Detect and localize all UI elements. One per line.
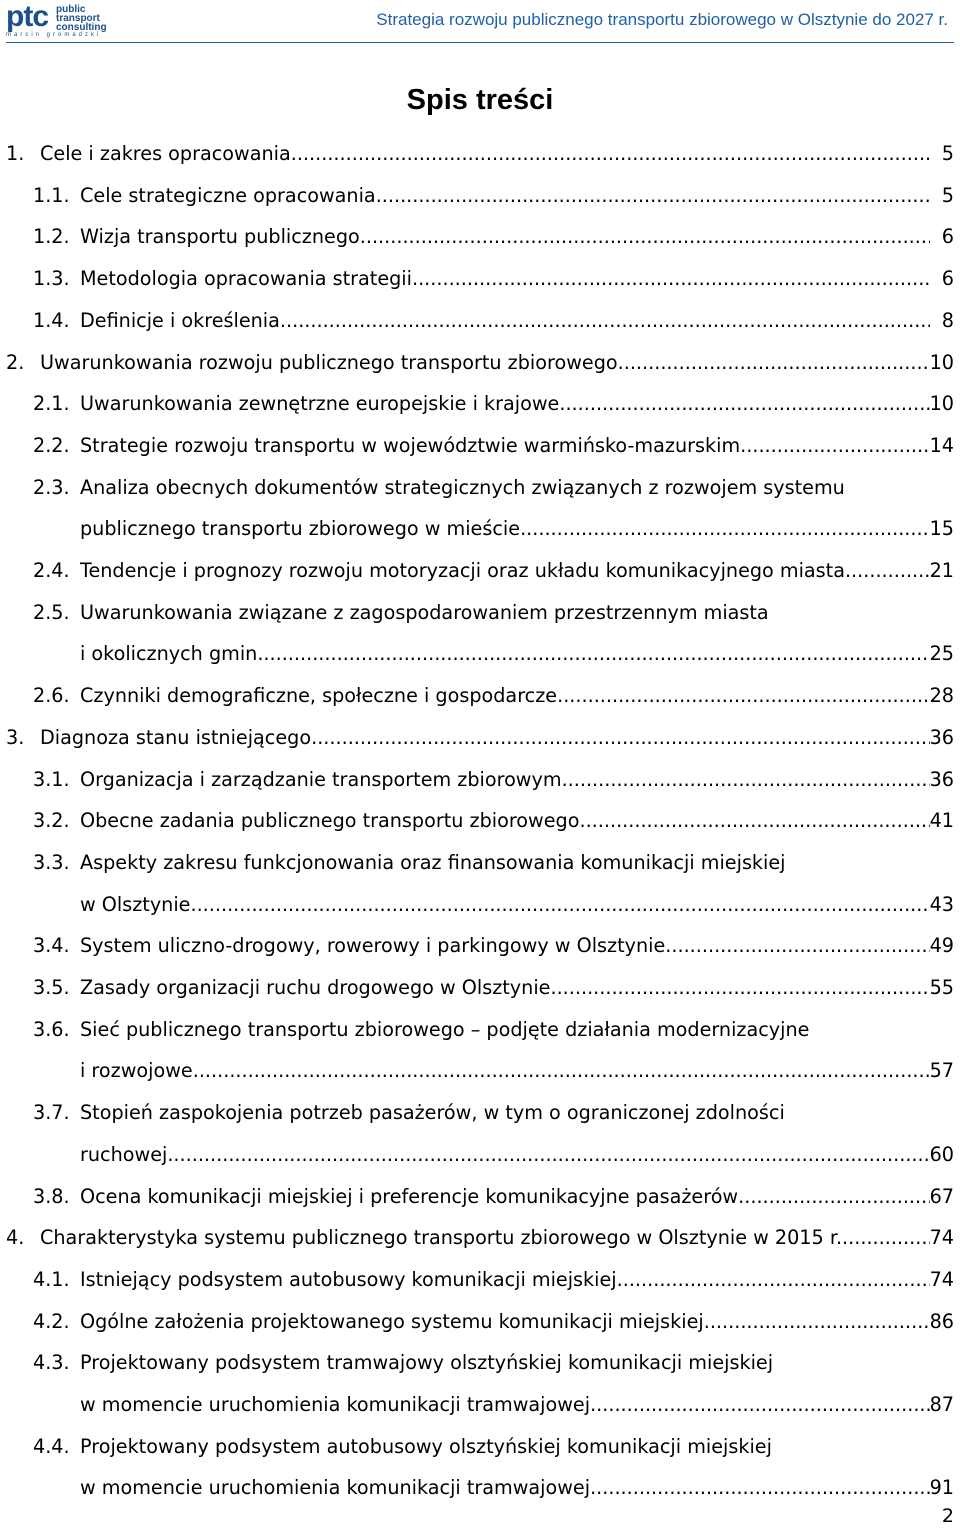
toc-leader — [80, 884, 930, 926]
toc-page-number: 10 — [929, 392, 954, 416]
toc-entry-number: 2.1. — [33, 392, 70, 416]
toc-page-number: 36 — [929, 725, 954, 749]
logo-line: consulting — [56, 22, 107, 33]
leader-dots — [167, 1134, 930, 1176]
toc-entry[interactable] — [0, 675, 960, 717]
leader-dots — [190, 884, 930, 926]
toc-entry-number: 4.2. — [33, 1309, 70, 1333]
toc-entry[interactable] — [0, 1009, 960, 1051]
toc-entry-number: 3.8. — [33, 1184, 70, 1208]
toc-page-number: 57 — [929, 1059, 954, 1083]
toc-entry-number: 1.1. — [33, 183, 70, 207]
toc-heading: Spis treści — [406, 84, 554, 116]
toc-leader — [80, 759, 930, 801]
page-number: 2 — [941, 1505, 954, 1527]
toc-entry-title: Analiza obecnych dokumentów strategicznych związanych z rozwojem systemu — [80, 475, 845, 499]
toc-page-number: 6 — [941, 267, 954, 291]
toc-leader — [80, 508, 930, 550]
toc-entry[interactable] — [0, 133, 960, 175]
toc-entry-title: i rozwojowe — [80, 1050, 193, 1092]
toc-entry-number: 1.2. — [33, 225, 70, 249]
toc-entry[interactable] — [0, 550, 960, 592]
toc-entry-continuation[interactable] — [0, 884, 960, 926]
toc-entry-title: Projektowany podsystem autobusowy olsztyńskiej komunikacji miejskiej — [80, 1434, 772, 1458]
toc-page-number: 25 — [929, 642, 954, 666]
leader-dots — [280, 300, 930, 342]
toc-page-number: 74 — [929, 1267, 954, 1291]
toc-leader — [80, 1259, 930, 1301]
toc-entry-number: 3.2. — [33, 809, 70, 833]
toc-entry-number: 3.1. — [33, 767, 70, 791]
toc-page-number: 91 — [929, 1476, 954, 1500]
toc-page-number: 41 — [929, 809, 954, 833]
toc-entry-number: 2.6. — [33, 684, 70, 708]
leader-dots — [559, 383, 930, 425]
toc-leader — [80, 258, 930, 300]
leader-dots — [557, 675, 930, 717]
toc-entry-number: 3. — [6, 725, 25, 749]
toc-entry-title: System uliczno-drogowy, rowerowy i parkingowy w Olsztynie — [80, 925, 665, 967]
document-title: Strategia rozwoju publicznego transportu zbiorowego w Olsztynie do 2027 r. — [376, 10, 948, 29]
leader-dots — [590, 1467, 930, 1509]
toc-entry-number: 2.2. — [33, 433, 70, 457]
toc-entry-number: 4.1. — [33, 1267, 70, 1291]
leader-dots — [550, 967, 930, 1009]
toc-leader — [80, 633, 930, 675]
toc-entry-title: Organizacja i zarządzanie transportem zbiorowym — [80, 759, 562, 801]
toc-entry-title: Cele i zakres opracowania — [40, 133, 291, 175]
toc-entry[interactable] — [0, 1426, 960, 1468]
toc-entry[interactable] — [0, 759, 960, 801]
toc-leader — [80, 1050, 930, 1092]
toc-entry-title: Czynniki demograficzne, społeczne i gospodarcze — [80, 675, 557, 717]
toc-entry-title: Uwarunkowania rozwoju publicznego transportu zbiorowego — [40, 342, 618, 384]
toc-entry-number: 3.4. — [33, 934, 70, 958]
ptc-logo — [6, 2, 116, 40]
toc-entry-number: 2.3. — [33, 475, 70, 499]
toc-page-number: 10 — [929, 350, 954, 374]
toc-entry-title: Metodologia opracowania strategii — [80, 258, 412, 300]
leader-dots — [665, 925, 930, 967]
toc-entry-title: Istniejący podsystem autobusowy komunikacji miejskiej — [80, 1259, 617, 1301]
toc-entry[interactable] — [0, 1217, 960, 1259]
logo-tagline: marcin gromadzki — [6, 32, 102, 38]
toc-entry[interactable] — [0, 967, 960, 1009]
toc-entry[interactable] — [0, 342, 960, 384]
leader-dots — [590, 1384, 930, 1426]
leader-dots — [579, 800, 930, 842]
leader-dots — [257, 633, 930, 675]
toc-entry[interactable] — [0, 800, 960, 842]
toc-entry-title: Uwarunkowania związane z zagospodarowaniem przestrzennym miasta — [80, 600, 769, 624]
toc-leader — [80, 1134, 930, 1176]
toc-leader — [40, 133, 930, 175]
toc-page-number: 15 — [929, 517, 954, 541]
toc-entry-number: 3.6. — [33, 1017, 70, 1041]
toc-entry-title: Uwarunkowania zewnętrzne europejskie i krajowe — [80, 383, 559, 425]
toc-entry[interactable] — [0, 717, 960, 759]
toc-leader — [80, 216, 930, 258]
toc-entry[interactable] — [0, 175, 960, 217]
toc-entry-title: Tendencje i prognozy rozwoju motoryzacji oraz układu komunikacyjnego miasta — [80, 550, 845, 592]
toc-entry-title: Sieć publicznego transportu zbiorowego – podjęte działania modernizacyjne — [80, 1017, 810, 1041]
toc-page-number: 55 — [929, 976, 954, 999]
toc-entry-title: Ocena komunikacji miejskiej i preferencje komunikacyjne pasażerów — [80, 1176, 738, 1218]
toc-entry-title: Wizja transportu publicznego — [80, 216, 360, 258]
toc-entry[interactable] — [0, 258, 960, 300]
toc-page-number: 5 — [941, 142, 954, 165]
leader-dots — [617, 1259, 930, 1301]
leader-dots — [193, 1050, 930, 1092]
leader-dots — [740, 425, 930, 467]
toc-leader — [40, 717, 930, 759]
toc-entry-continuation[interactable] — [0, 1384, 960, 1426]
toc-entry-continuation[interactable] — [0, 1134, 960, 1176]
logo-line: transport — [56, 13, 100, 24]
toc-entry-number: 4. — [6, 1226, 25, 1250]
toc-page-number: 49 — [929, 934, 954, 958]
toc-page-number: 8 — [941, 308, 954, 332]
toc-entry-title: Stopień zaspokojenia potrzeb pasażerów, w tym o ograniczonej zdolności — [80, 1101, 785, 1125]
toc-leader — [80, 1467, 930, 1509]
toc-leader — [40, 342, 930, 384]
toc-entry-title: publicznego transportu zbiorowego w mieście — [80, 508, 520, 550]
toc-entry[interactable] — [0, 300, 960, 342]
toc-entry[interactable] — [0, 842, 960, 884]
toc-entry-title: Aspekty zakresu funkcjonowania oraz finansowania komunikacji miejskiej — [80, 850, 786, 874]
leader-dots — [376, 175, 930, 217]
toc-page-number: 36 — [929, 767, 954, 791]
toc-entry-title: Definicje i określenia — [80, 300, 280, 342]
leader-dots — [704, 1301, 930, 1343]
toc-entry[interactable] — [0, 1259, 960, 1301]
toc-entry-title: w Olsztynie — [80, 884, 190, 926]
toc-entry-title: Diagnoza stanu istniejącego — [40, 717, 311, 759]
logo-ptc-text: ptc — [6, 0, 48, 33]
leader-dots — [291, 133, 930, 175]
toc-entry-title: Projektowany podsystem tramwajowy olsztyńskiej komunikacji miejskiej — [80, 1351, 774, 1375]
toc-entry-number: 1.4. — [33, 308, 70, 332]
leader-dots — [618, 342, 930, 384]
toc-entry[interactable] — [0, 1301, 960, 1343]
toc-page-number: 74 — [929, 1226, 954, 1250]
leader-dots — [520, 508, 930, 550]
toc-entry[interactable] — [0, 925, 960, 967]
leader-dots — [412, 258, 930, 300]
toc-entry-title: w momencie uruchomienia komunikacji tramwajowej — [80, 1467, 590, 1509]
leader-dots — [842, 1217, 930, 1259]
toc-page-number: 86 — [929, 1309, 954, 1333]
toc-page-number: 6 — [941, 225, 954, 249]
toc-entry-continuation[interactable] — [0, 508, 960, 550]
toc-entry-title: Obecne zadania publicznego transportu zbiorowego — [80, 800, 579, 842]
toc-entry-number: 2.5. — [33, 600, 70, 624]
toc-page-number: 60 — [929, 1142, 954, 1166]
toc-leader — [80, 550, 930, 592]
toc-leader — [80, 1301, 930, 1343]
toc-leader — [80, 175, 930, 217]
toc-leader — [80, 425, 930, 467]
toc-leader — [80, 300, 930, 342]
toc-page-number: 67 — [929, 1184, 954, 1208]
toc-leader — [80, 383, 930, 425]
toc-leader — [80, 1176, 930, 1218]
logo-line: public — [56, 4, 86, 15]
toc-entry-title: w momencie uruchomienia komunikacji tramwajowej — [80, 1384, 590, 1426]
toc-entry-number: 1.3. — [33, 267, 70, 291]
leader-dots — [845, 550, 930, 592]
toc-leader — [80, 675, 930, 717]
toc-leader — [80, 800, 930, 842]
toc-entry[interactable] — [0, 1176, 960, 1218]
toc-leader — [40, 1217, 930, 1259]
toc-entry-number: 3.5. — [33, 976, 70, 999]
leader-dots — [562, 759, 930, 801]
toc-entry[interactable] — [0, 1342, 960, 1384]
toc-entry-number: 3.7. — [33, 1101, 70, 1125]
leader-dots — [738, 1176, 930, 1218]
toc-entry-continuation[interactable] — [0, 633, 960, 675]
toc-entry-title: Strategie rozwoju transportu w województwie warmińsko-mazurskim — [80, 425, 740, 467]
toc-entry[interactable] — [0, 425, 960, 467]
toc-page-number: 87 — [929, 1393, 954, 1416]
leader-dots — [360, 216, 930, 258]
page-header — [0, 0, 960, 44]
toc-entry-continuation[interactable] — [0, 1050, 960, 1092]
toc-entry-title: Charakterystyka systemu publicznego transportu zbiorowego w Olsztynie w 2015 r. — [40, 1217, 842, 1259]
leader-dots — [311, 717, 930, 759]
logo-lines — [56, 5, 107, 32]
toc-entry[interactable] — [0, 1092, 960, 1134]
toc-page-number: 21 — [929, 559, 954, 582]
toc-entry-number: 1. — [6, 142, 25, 165]
header-rule — [6, 42, 954, 43]
toc-page-number: 14 — [929, 433, 954, 457]
toc-entry-title: i okolicznych gmin — [80, 633, 257, 675]
toc-entry-title: Cele strategiczne opracowania — [80, 175, 376, 217]
toc-page-number: 43 — [929, 892, 954, 916]
toc-entry-number: 4.4. — [33, 1434, 70, 1458]
toc-entry[interactable] — [0, 467, 960, 509]
toc-entry-title: Ogólne założenia projektowanego systemu komunikacji miejskiej — [80, 1301, 704, 1343]
toc-entry-title: Zasady organizacji ruchu drogowego w Olsztynie — [80, 967, 550, 1009]
toc-leader — [80, 967, 930, 1009]
toc-entry[interactable] — [0, 216, 960, 258]
toc-entry[interactable] — [0, 592, 960, 634]
toc-entry-number: 3.3. — [33, 850, 70, 874]
toc-entry-number: 4.3. — [33, 1351, 70, 1375]
toc-entry-number: 2. — [6, 350, 25, 374]
toc-leader — [80, 925, 930, 967]
toc-entry[interactable] — [0, 383, 960, 425]
toc-page-number: 5 — [941, 183, 954, 207]
toc-leader — [80, 1384, 930, 1426]
toc-entry-continuation[interactable] — [0, 1467, 960, 1509]
toc-entry-number: 2.4. — [33, 559, 70, 582]
toc-page-number: 28 — [929, 684, 954, 708]
toc-entry-title: ruchowej — [80, 1134, 167, 1176]
